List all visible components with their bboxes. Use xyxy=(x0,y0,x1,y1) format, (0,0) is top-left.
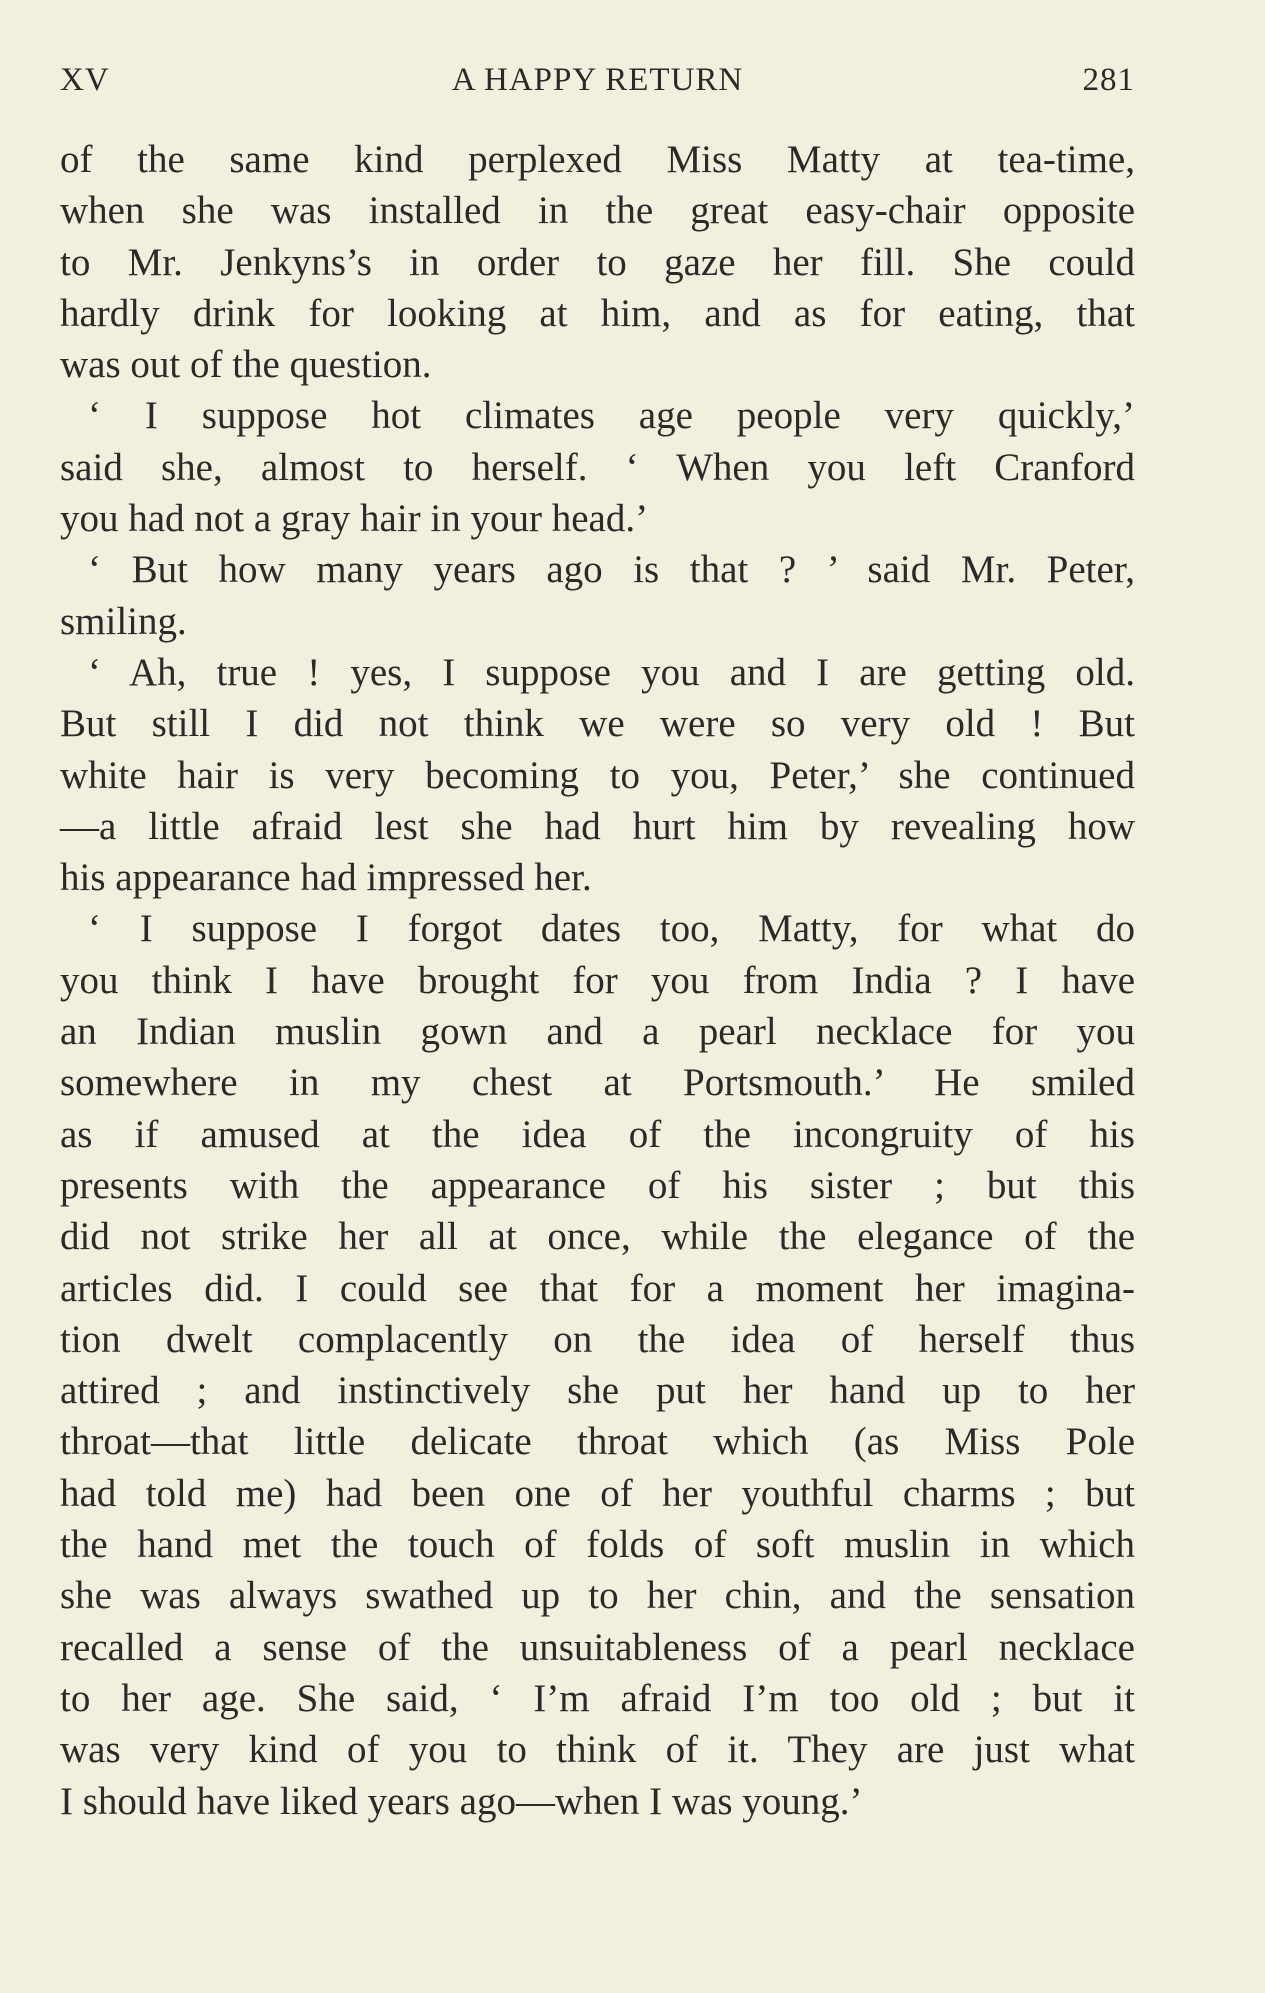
text-line: his appearance had impressed her. xyxy=(60,856,592,900)
text-line: as if amused at the idea of the incongruity of his xyxy=(60,1112,1135,1156)
chapter-number: XV xyxy=(60,62,110,98)
text-line: ‘ I suppose hot climates age people very quickly,’ xyxy=(88,394,1135,438)
text-line: —a little afraid lest she had hurt him by revealing how xyxy=(60,804,1135,848)
text-line: to her age. She said, ‘ I’m afraid I’m too old ; but it xyxy=(60,1676,1135,1720)
text-line: smiling. xyxy=(60,599,187,643)
text-line: was out of the question. xyxy=(60,343,432,387)
text-line: when she was installed in the great easy-chair opposite xyxy=(60,189,1135,233)
chapter-title: A HAPPY RETURN xyxy=(451,62,744,98)
text-line: had told me) had been one of her youthful charms ; but xyxy=(60,1471,1135,1515)
text-line: tion dwelt complacently on the idea of herself thus xyxy=(60,1317,1135,1361)
text-line: attired ; and instinctively she put her hand up to her xyxy=(60,1369,1135,1413)
text-line: ‘ But how many years ago is that ? ’ said Mr. Peter, xyxy=(88,548,1135,592)
text-line: articles did. I could see that for a moment her imagina- xyxy=(60,1266,1135,1310)
text-line: hardly drink for looking at him, and as for eating, that xyxy=(60,291,1135,335)
text-line: was very kind of you to think of it. They are just what xyxy=(60,1728,1135,1772)
text-line: white hair is very becoming to you, Peter,’ she continued xyxy=(60,753,1135,797)
text-line: an Indian muslin gown and a pearl necklace for you xyxy=(60,1010,1135,1054)
page-number: 281 xyxy=(1082,62,1135,98)
text-line: I should have liked years ago—when I was young.’ xyxy=(60,1779,863,1823)
text-line: did not strike her all at once, while the elegance of the xyxy=(60,1215,1135,1259)
text-line: presents with the appearance of his sister ; but this xyxy=(60,1163,1135,1207)
text-line: the hand met the touch of folds of soft muslin in which xyxy=(60,1523,1135,1567)
text-line: you think I have brought for you from India ? I have xyxy=(60,958,1135,1002)
text-line: of the same kind perplexed Miss Matty at tea-time, xyxy=(60,138,1135,181)
text-line: recalled a sense of the unsuitableness of a pearl necklace xyxy=(60,1625,1135,1669)
text-line: But still I did not think we were so very old ! But xyxy=(60,702,1135,746)
body-text xyxy=(60,134,1135,1827)
text-line: ‘ Ah, true ! yes, I suppose you and I are getting old. xyxy=(88,650,1135,694)
text-line: ‘ I suppose I forgot dates too, Matty, for what do xyxy=(88,907,1135,951)
text-line: you had not a gray hair in your head.’ xyxy=(60,497,649,541)
text-line: to Mr. Jenkyns’s in order to gaze her fill. She could xyxy=(60,240,1135,284)
text-line: somewhere in my chest at Portsmouth.’ He smiled xyxy=(60,1061,1135,1105)
text-line: said she, almost to herself. ‘ When you left Cranford xyxy=(60,445,1135,489)
text-line: throat—that little delicate throat which (as Miss Pole xyxy=(60,1420,1135,1464)
running-head xyxy=(60,62,1135,102)
text-line: she was always swathed up to her chin, and the sensation xyxy=(60,1574,1135,1618)
